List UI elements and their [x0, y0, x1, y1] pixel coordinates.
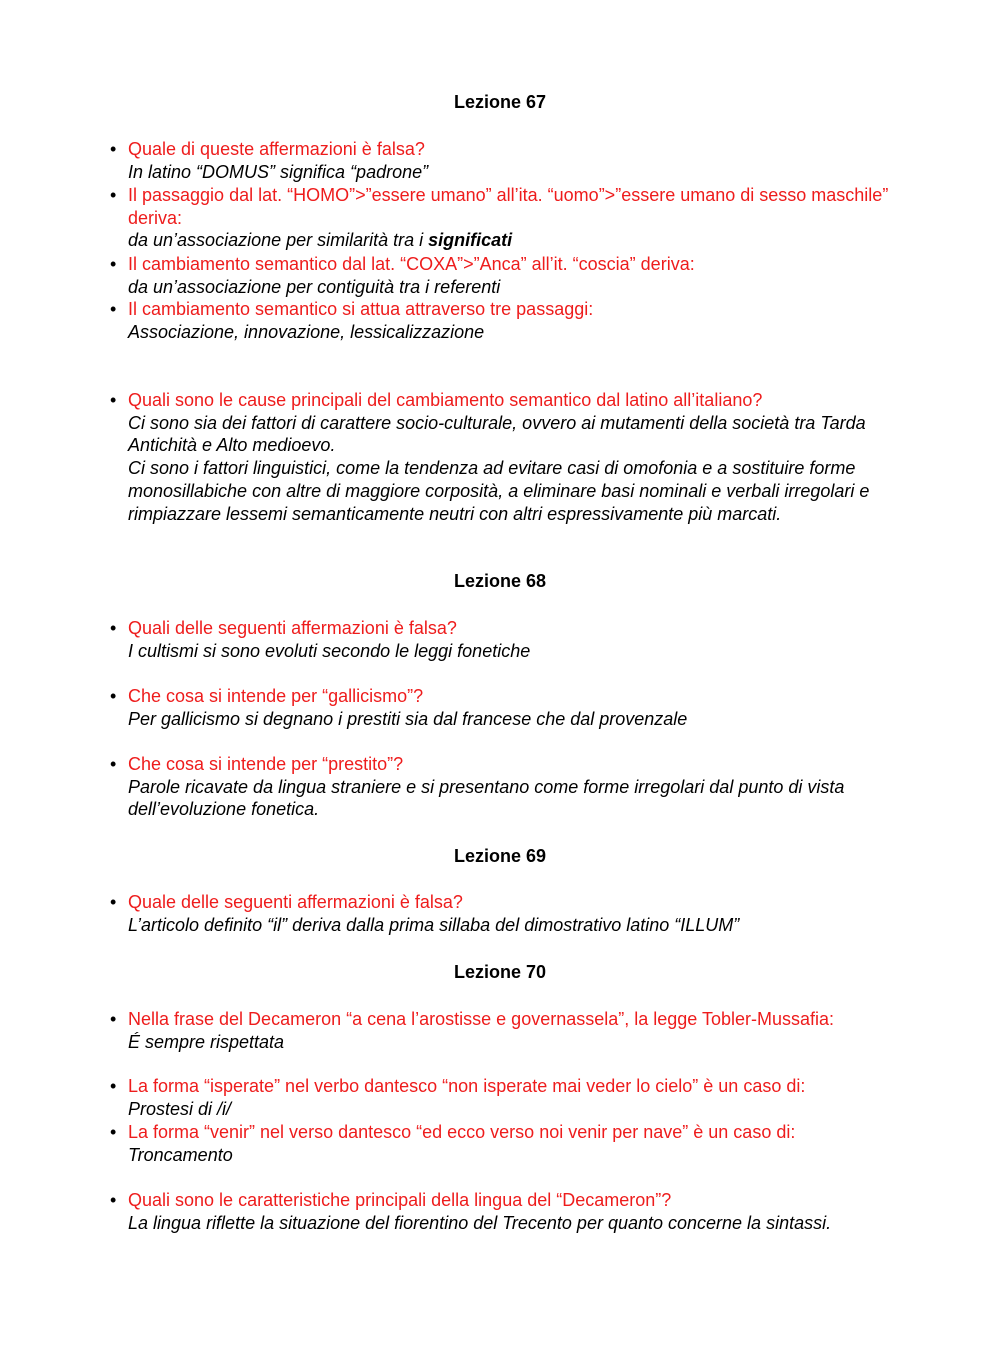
list-item	[110, 1121, 900, 1166]
lesson-title: Lezione 68	[453, 571, 547, 591]
question: Che cosa si intende per “prestito”?	[128, 754, 404, 774]
answer: In latino “DOMUS” significa “padrone”	[128, 161, 429, 182]
bullet: •	[110, 390, 117, 410]
list-item	[110, 184, 900, 252]
question: Il cambiamento semantico dal lat. “COXA”>”Anca” all’it. “coscia” deriva:	[128, 254, 695, 274]
question: La forma “isperate” nel verbo dantesco “non isperate mai veder lo cielo” è un caso di:	[128, 1076, 806, 1096]
answer: É sempre rispettata	[128, 1031, 285, 1052]
bullet: •	[110, 139, 117, 159]
answer: I cultismi si sono evoluti secondo le leggi fonetiche	[128, 640, 531, 661]
bullet: •	[110, 1076, 117, 1096]
bullet: •	[110, 299, 117, 319]
answer	[128, 229, 900, 252]
list-item	[110, 617, 900, 662]
bullet: •	[110, 1190, 117, 1210]
question: Quale di queste affermazioni è falsa?	[128, 139, 425, 159]
answer: Ci sono i fattori linguistici, come la tendenza ad evitare casi di omofonia e a sostituire forme monosillabiche con altre di maggiore corposità, a eliminare basi nominali e verbali irregolari e rimpiazzare lessemi semanticamente neutri con altri espressivamente più marcati.	[128, 458, 870, 524]
lesson-title: Lezione 69	[453, 846, 547, 866]
question: La forma “venir” nel verso dantesco “ed ecco verso noi venir per nave” è un caso di:	[128, 1122, 796, 1142]
list-item	[110, 138, 900, 183]
bullet: •	[110, 618, 117, 638]
list-item	[110, 389, 900, 525]
answer-emphasis: significati	[428, 230, 513, 251]
bullet: •	[110, 1122, 117, 1142]
list-item	[110, 1008, 900, 1053]
answer: Ci sono sia dei fattori di carattere socio-culturale, ovvero ai mutamenti della società tra Tarda Antichità e Alto medioevo.	[128, 412, 866, 456]
answer: Per gallicismo si degnano i prestiti sia dal francese che dal provenzale	[128, 708, 688, 729]
bullet: •	[110, 686, 117, 706]
question: Quali sono le cause principali del cambiamento semantico dal latino all’italiano?	[128, 390, 763, 410]
question: Il cambiamento semantico si attua attraverso tre passaggi:	[128, 299, 594, 319]
answer: Troncamento	[128, 1144, 233, 1165]
list-item	[110, 298, 900, 343]
answer: da un’associazione per contiguità tra i referenti	[128, 276, 501, 297]
list-item	[110, 1075, 900, 1120]
question: Nella frase del Decameron “a cena l’arostisse e governassela”, la legge Tobler-Mussafia:	[128, 1009, 835, 1029]
answer: Prostesi di /i/	[128, 1098, 232, 1119]
bullet: •	[110, 1009, 117, 1029]
lesson-title: Lezione 70	[453, 962, 547, 982]
lesson-title: Lezione 67	[453, 92, 547, 112]
answer: La lingua riflette la situazione del fiorentino del Trecento per quanto concerne la sintassi.	[128, 1212, 832, 1233]
list-item	[110, 253, 900, 298]
question: Il passaggio dal lat. “HOMO”>”essere umano” all’ita. “uomo”>”essere umano di sesso maschile” deriva:	[128, 185, 889, 228]
answer-text: da un’associazione per similarità tra i	[128, 230, 429, 251]
bullet: •	[110, 254, 117, 274]
list-item	[110, 1189, 900, 1234]
list-item	[110, 753, 900, 821]
question: Che cosa si intende per “gallicismo”?	[128, 686, 424, 706]
answer: Parole ricavate da lingua straniere e si presentano come forme irregolari dal punto di vista dell’evoluzione fonetica.	[128, 776, 845, 820]
question: Quali delle seguenti affermazioni è falsa?	[128, 618, 457, 638]
question: Quali sono le caratteristiche principali della lingua del “Decameron”?	[128, 1190, 672, 1210]
answer: L’articolo definito “il” deriva dalla prima sillaba del dimostrativo latino “ILLUM”	[128, 914, 740, 935]
bullet: •	[110, 892, 117, 912]
bullet: •	[110, 754, 117, 774]
question: Quale delle seguenti affermazioni è falsa?	[128, 892, 463, 912]
list-item	[110, 891, 900, 936]
bullet: •	[110, 185, 117, 205]
answer: Associazione, innovazione, lessicalizzazione	[128, 321, 485, 342]
list-item	[110, 685, 900, 730]
